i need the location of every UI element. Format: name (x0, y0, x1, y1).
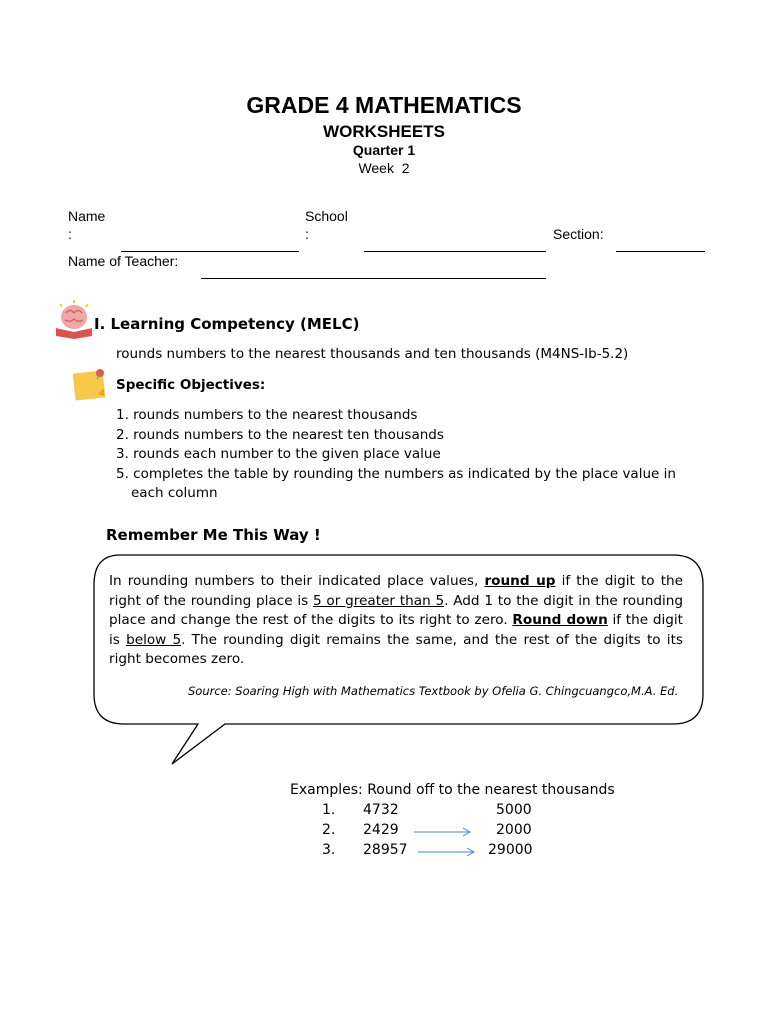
quarter-label: Quarter 1 (352, 142, 416, 158)
competency-text: rounds numbers to the nearest thousands and ten thousands (M4NS-Ib-5.2) (116, 346, 629, 362)
school-label: School (305, 208, 348, 224)
example-number: 2. (322, 822, 336, 838)
teacher-field[interactable] (201, 278, 546, 279)
worksheet-title: GRADE 4 MATHEMATICS (246, 92, 522, 118)
school-field[interactable] (364, 251, 546, 252)
objective-item: 5. completes the table by rounding the numbers as indicated by the place value in (116, 465, 676, 482)
source-citation: Source: Soaring High with Mathematics Textbook by Ofelia G. Chingcuangco,M.A. Ed. (188, 684, 679, 698)
objectives-heading: Specific Objectives: (116, 377, 266, 393)
example-rounded: 5000 (496, 802, 532, 818)
sticky-note-icon (70, 366, 110, 402)
teacher-label: Name of Teacher: (68, 253, 179, 269)
section-label: Section: (553, 226, 604, 242)
example-number: 1. (322, 802, 336, 818)
arrow-right-icon (417, 846, 477, 858)
arrow-right-icon (413, 826, 473, 838)
example-value: 2429 (363, 822, 399, 838)
example-value: 4732 (363, 802, 399, 818)
examples-heading: Examples: Round off to the nearest thousands (290, 782, 615, 798)
round-up-term: round up (484, 573, 556, 589)
competency-heading: I. Learning Competency (MELC) (94, 315, 360, 333)
below-five-term: below 5 (126, 631, 182, 648)
school-colon: : (305, 226, 309, 242)
example-number: 3. (322, 842, 336, 858)
objective-item: each column (131, 485, 218, 501)
five-or-greater-term: 5 or greater than 5 (313, 592, 445, 609)
section-field[interactable] (616, 251, 705, 252)
objective-item: 3. rounds each number to the given place value (116, 446, 441, 462)
name-colon: : (68, 226, 72, 242)
worksheet-subtitle: WORKSHEETS (323, 122, 445, 141)
brain-book-icon (52, 298, 96, 340)
objective-item: 2. rounds numbers to the nearest ten thousands (116, 426, 444, 443)
week-label: Week 2 (358, 160, 410, 176)
example-value: 28957 (363, 842, 408, 858)
example-rounded: 29000 (488, 842, 533, 858)
round-down-term: Round down (512, 612, 608, 629)
name-label: Name (68, 208, 106, 224)
objective-item: 1. rounds numbers to the nearest thousands (116, 407, 418, 423)
example-rounded: 2000 (496, 822, 532, 838)
rounding-rule-text: In rounding numbers to their indicated place values, round up if the digit to the right of the rounding place is 5 or greater than 5. Add 1 to the digit in the rounding place and change the rest of the digits to its right to zero. Round down if the digit is below 5. The rounding digit remains the same, and the rest of the digits to its right becomes zero. (109, 573, 684, 668)
remember-heading: Remember Me This Way ! (106, 526, 321, 544)
name-field[interactable] (121, 251, 299, 252)
